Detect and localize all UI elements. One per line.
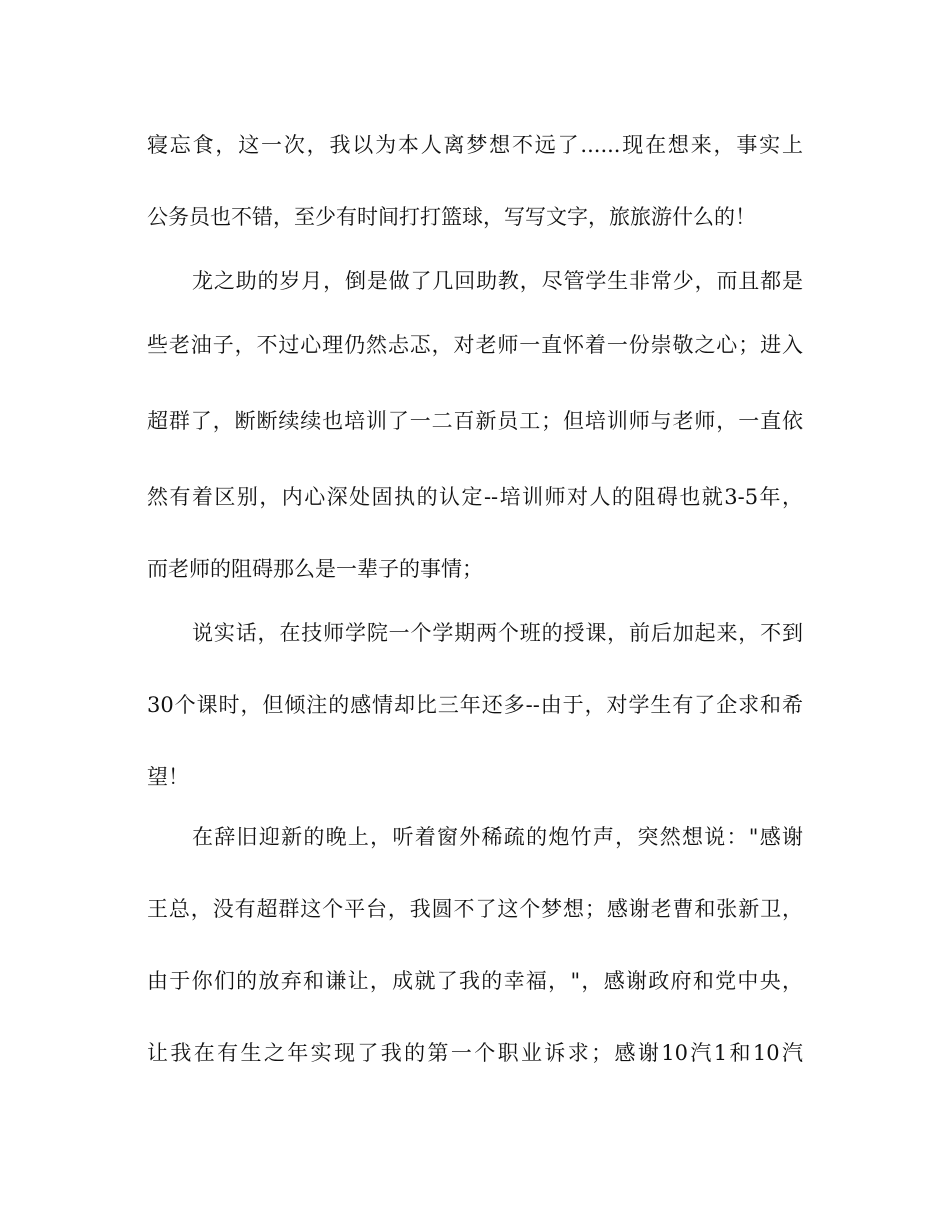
text-line: 30个课时，但倾注的感情却比三年还多--由于，对学生有了企求和希	[147, 693, 803, 717]
paragraph-first-line: 龙之助的岁月，倒是做了几回助教，尽管学生非常少，而且都是	[192, 269, 803, 293]
text-line: 王总，没有超群这个平台，我圆不了这个梦想；感谢老曹和张新卫，	[147, 897, 803, 921]
text-line: 超群了，断断续续也培训了一二百新员工；但培训师与老师，一直依	[147, 409, 803, 433]
text-line: 寝忘食，这一次，我以为本人离梦想不远了......现在想来，事实上	[147, 133, 803, 157]
text-line: 由于你们的放弃和谦让，成就了我的幸福，"，感谢政府和党中央，	[147, 969, 803, 993]
text-line: 公务员也不错，至少有时间打打篮球，写写文字，旅旅游什么的！	[147, 205, 756, 229]
text-line: 些老油子，不过心理仍然忐忑，对老师一直怀着一份崇敬之心；进入	[147, 333, 803, 357]
paragraph-first-line: 在辞旧迎新的晚上，听着窗外稀疏的炮竹声，突然想说："感谢	[192, 825, 803, 849]
text-line: 然有着区别，内心深处固执的认定--培训师对人的阻碍也就3-5年，	[147, 485, 803, 509]
text-line: 而老师的阻碍那么是一辈子的事情；	[147, 557, 483, 581]
paragraph-first-line: 说实话，在技师学院一个学期两个班的授课，前后加起来，不到	[192, 621, 803, 645]
text-line: 望！	[147, 765, 189, 789]
text-line: 让我在有生之年实现了我的第一个职业诉求；感谢10汽1和10汽	[147, 1041, 803, 1065]
